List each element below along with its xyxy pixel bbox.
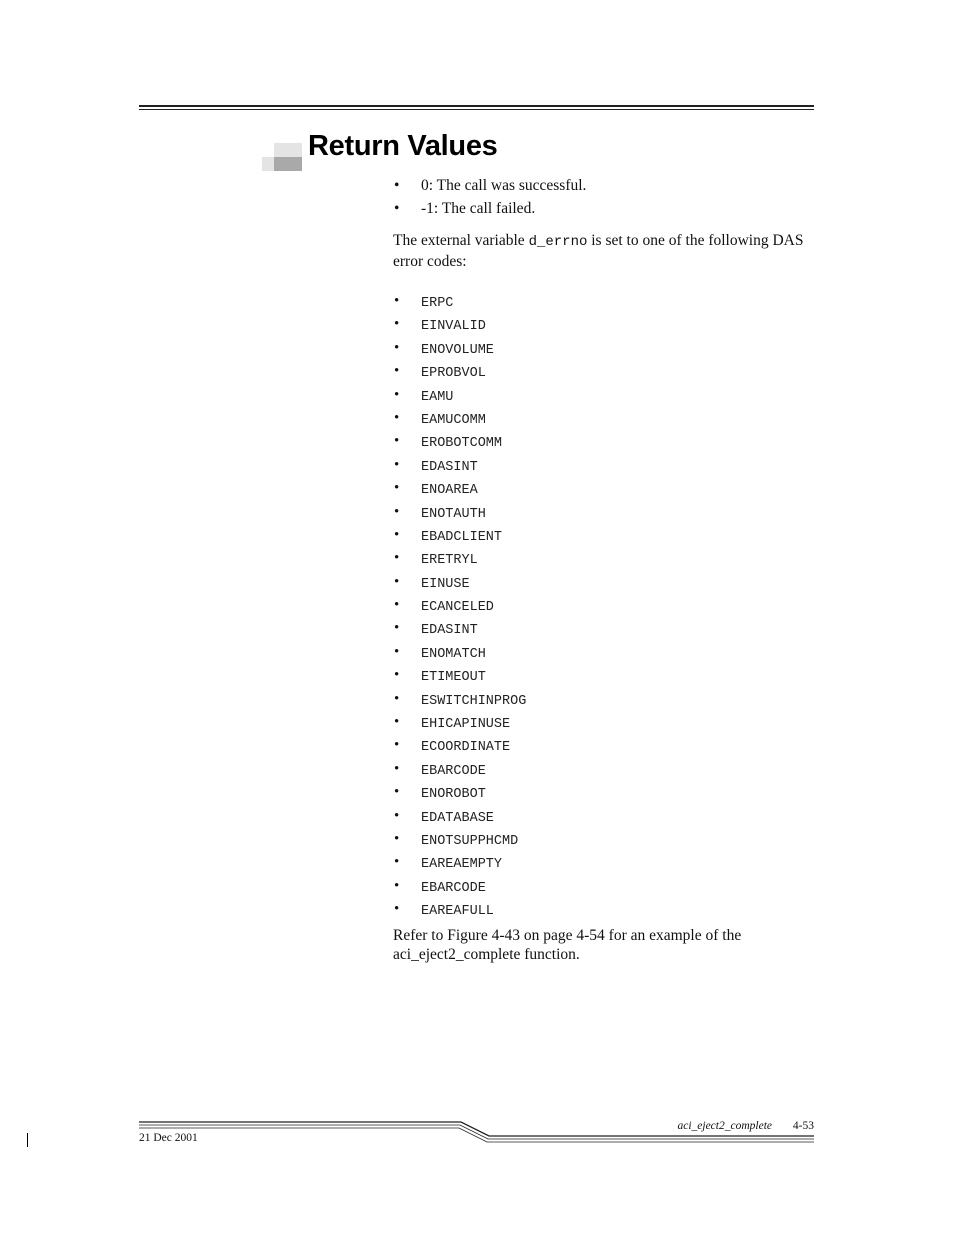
bullet-icon: • xyxy=(394,386,400,403)
error-code: EAMUCOMM xyxy=(421,412,486,428)
bullet-icon: • xyxy=(394,643,400,660)
footer-date: 21 Dec 2001 xyxy=(139,1132,198,1144)
error-code-item xyxy=(393,478,818,501)
list-item xyxy=(393,199,818,222)
error-code-item xyxy=(393,876,818,899)
error-code: EBARCODE xyxy=(421,880,486,896)
error-code: EROBOTCOMM xyxy=(421,436,503,452)
error-code: EDATABASE xyxy=(421,810,494,826)
error-code-item xyxy=(393,618,818,641)
error-code-item xyxy=(393,291,818,314)
error-code-item xyxy=(393,712,818,735)
error-code-item xyxy=(393,595,818,618)
error-code: ENOTAUTH xyxy=(421,506,486,522)
error-code: EINUSE xyxy=(421,576,470,592)
bullet-icon: • xyxy=(394,503,400,520)
bullet-icon: • xyxy=(394,573,400,590)
error-code-list xyxy=(393,291,818,923)
error-code: EDASINT xyxy=(421,459,478,475)
error-code-item xyxy=(393,431,818,454)
error-code-item xyxy=(393,735,818,758)
bullet-icon: • xyxy=(394,597,400,614)
bullet-icon: • xyxy=(394,784,400,801)
error-code: ESWITCHINPROG xyxy=(421,693,527,709)
error-code: EAREAEMPTY xyxy=(421,857,503,873)
change-bar xyxy=(27,1133,28,1147)
error-code: EPROBVOL xyxy=(421,366,486,382)
bullet-icon: • xyxy=(394,526,400,543)
return-value-text: -1: The call failed. xyxy=(421,200,536,217)
error-code: ECANCELED xyxy=(421,600,494,616)
error-code-item xyxy=(393,689,818,712)
bullet-icon: • xyxy=(394,737,400,754)
page-footer xyxy=(139,1118,814,1150)
error-code-item xyxy=(393,314,818,337)
bullet-icon: • xyxy=(394,550,400,567)
bullet-icon: • xyxy=(394,409,400,426)
bullet-icon: • xyxy=(394,200,400,217)
error-code: ECOORDINATE xyxy=(421,740,511,756)
bullet-icon: • xyxy=(394,293,400,309)
error-code: EHICAPINUSE xyxy=(421,717,511,733)
error-code-item xyxy=(393,759,818,782)
error-code: ENOVOLUME xyxy=(421,342,494,358)
error-code-item xyxy=(393,852,818,875)
bullet-icon: • xyxy=(394,854,400,871)
error-code: ERPC xyxy=(421,296,454,311)
error-code-item xyxy=(393,338,818,361)
error-code-item xyxy=(393,806,818,829)
error-code-item xyxy=(393,455,818,478)
error-code: EDASINT xyxy=(421,623,478,639)
return-value-text: 0: The call was successful. xyxy=(421,177,587,194)
bullet-icon: • xyxy=(394,363,400,380)
error-code: ENOTSUPPHCMD xyxy=(421,833,519,849)
section-title: Return Values xyxy=(308,130,498,162)
bullet-icon: • xyxy=(394,690,400,707)
bullet-icon: • xyxy=(394,714,400,731)
bullet-icon: • xyxy=(394,433,400,450)
error-code: EBARCODE xyxy=(421,763,486,779)
bullet-icon: • xyxy=(394,877,400,894)
error-code: ERETRYL xyxy=(421,553,478,569)
error-code-item xyxy=(393,502,818,525)
error-code-item xyxy=(393,899,818,922)
bullet-icon: • xyxy=(394,480,400,497)
bullet-icon: • xyxy=(394,760,400,777)
bullet-icon: • xyxy=(394,901,400,918)
bullet-icon: • xyxy=(394,456,400,473)
error-code-item xyxy=(393,642,818,665)
variable-name: d_errno xyxy=(528,234,588,250)
error-code: ETIMEOUT xyxy=(421,670,486,686)
error-code-item xyxy=(393,572,818,595)
footer-function-name: aci_eject2_complete xyxy=(677,1120,772,1132)
error-code-item xyxy=(393,408,818,431)
closing-paragraph: Refer to Figure 4-43 on page 4-54 for an example of the aci_eject2_complete function. xyxy=(393,926,742,963)
section-marker-icon xyxy=(262,143,302,171)
bullet-icon: • xyxy=(394,339,400,356)
list-item xyxy=(393,176,818,199)
error-code: ENOMATCH xyxy=(421,646,486,662)
error-code: EAREAFULL xyxy=(421,904,494,920)
return-values-list xyxy=(393,176,818,222)
error-code-item xyxy=(393,385,818,408)
bullet-icon: • xyxy=(394,316,400,333)
error-code-item xyxy=(393,525,818,548)
error-code-item xyxy=(393,782,818,805)
section-body xyxy=(393,176,818,964)
bullet-icon: • xyxy=(394,807,400,824)
error-code-item xyxy=(393,548,818,571)
error-description: The external variable d_errno is set to one of the following DAS error codes: xyxy=(393,232,804,270)
bullet-icon: • xyxy=(394,830,400,847)
bullet-icon: • xyxy=(394,620,400,637)
bullet-icon: • xyxy=(394,667,400,684)
footer-page-number: 4-53 xyxy=(792,1120,814,1132)
error-code: ENOAREA xyxy=(421,483,478,499)
header-rule xyxy=(139,105,814,111)
error-code: EINVALID xyxy=(421,319,486,335)
error-code: ENOROBOT xyxy=(421,787,486,803)
error-code: EAMU xyxy=(421,389,454,405)
error-code-item xyxy=(393,361,818,384)
error-code-item xyxy=(393,829,818,852)
bullet-icon: • xyxy=(394,177,400,194)
error-code: EBADCLIENT xyxy=(421,529,503,545)
error-code-item xyxy=(393,665,818,688)
